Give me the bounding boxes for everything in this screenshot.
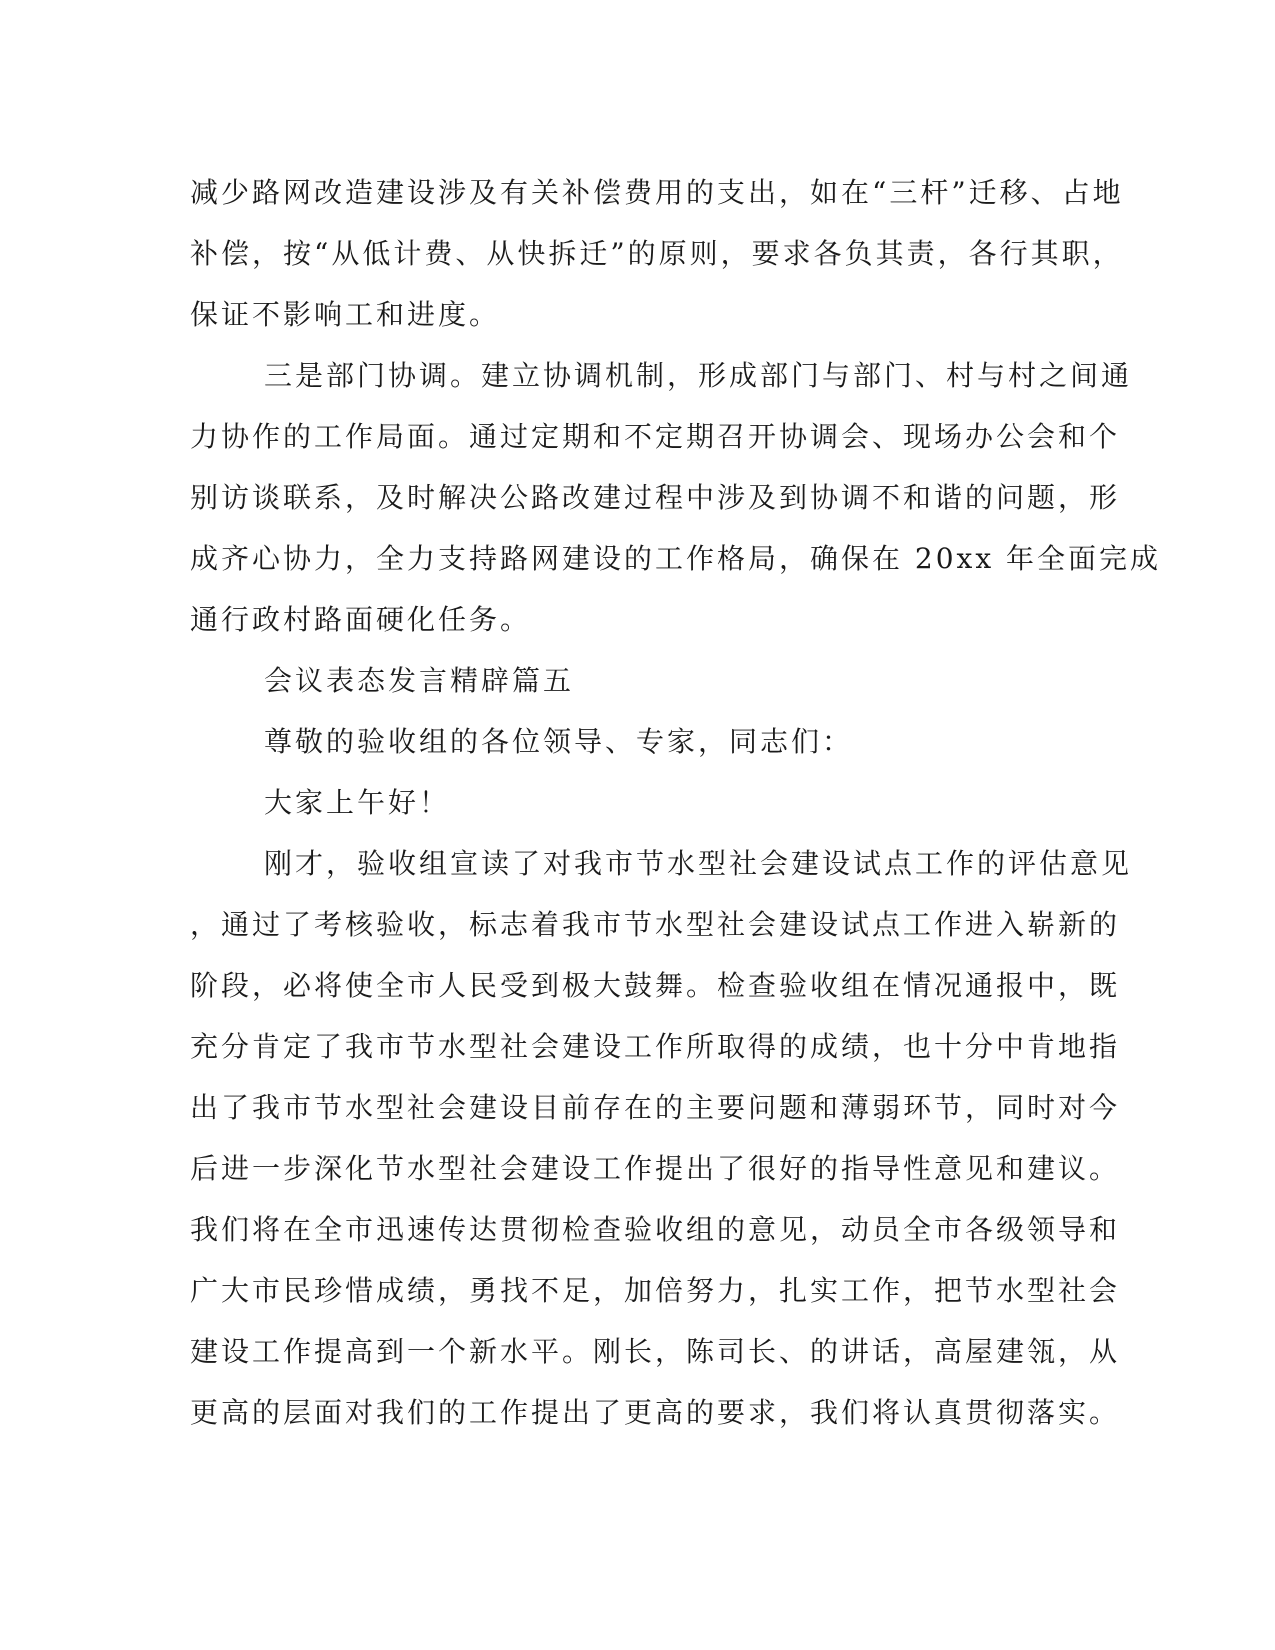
text-line: 我们将在全市迅速传达贯彻检查验收组的意见，动员全市各级领导和	[190, 1213, 1121, 1246]
text-line: 减少路网改造建设涉及有关补偿费用的支出，如在“三杆”迁移、占地	[190, 176, 1124, 209]
document-body	[190, 162, 1162, 1443]
text-line: 刚才，验收组宣读了对我市节水型社会建设试点工作的评估意见	[264, 847, 1133, 880]
text-line: 别访谈联系，及时解决公路改建过程中涉及到协调不和谐的问题，形	[190, 481, 1121, 514]
text-line: 阶段，必将使全市人民受到极大鼓舞。检查验收组在情况通报中，既	[190, 969, 1121, 1002]
text-line: 充分肯定了我市节水型社会建设工作所取得的成绩，也十分中肯地指	[190, 1030, 1121, 1063]
greeting: 大家上午好！	[264, 786, 451, 819]
text-line: 保证不影响工和进度。	[190, 298, 501, 331]
section-heading: 会议表态发言精辟篇五	[264, 664, 575, 697]
text-line: 补偿，按“从低计费、从快拆迁”的原则，要求各负其责，各行其职，	[190, 237, 1124, 270]
text-line: 成齐心协力，全力支持路网建设的工作格局，确保在 20xx 年全面完成	[190, 542, 1162, 575]
salutation: 尊敬的验收组的各位领导、专家，同志们：	[264, 725, 854, 758]
text-line: 三是部门协调。建立协调机制，形成部门与部门、村与村之间通	[264, 359, 1133, 392]
text-line: 建设工作提高到一个新水平。刚长，陈司长、的讲话，高屋建瓴，从	[190, 1335, 1121, 1368]
text-line: 通行政村路面硬化任务。	[190, 603, 532, 636]
text-line: 更高的层面对我们的工作提出了更高的要求，我们将认真贯彻落实。	[190, 1396, 1121, 1429]
text-line: 后进一步深化节水型社会建设工作提出了很好的指导性意见和建议。	[190, 1152, 1121, 1185]
text-line: ，通过了考核验收，标志着我市节水型社会建设试点工作进入崭新的	[190, 908, 1121, 941]
text-line: 广大市民珍惜成绩，勇找不足，加倍努力，扎实工作，把节水型社会	[190, 1274, 1121, 1307]
text-line: 力协作的工作局面。通过定期和不定期召开协调会、现场办公会和个	[190, 420, 1121, 453]
text-line: 出了我市节水型社会建设目前存在的主要问题和薄弱环节，同时对今	[190, 1091, 1121, 1124]
